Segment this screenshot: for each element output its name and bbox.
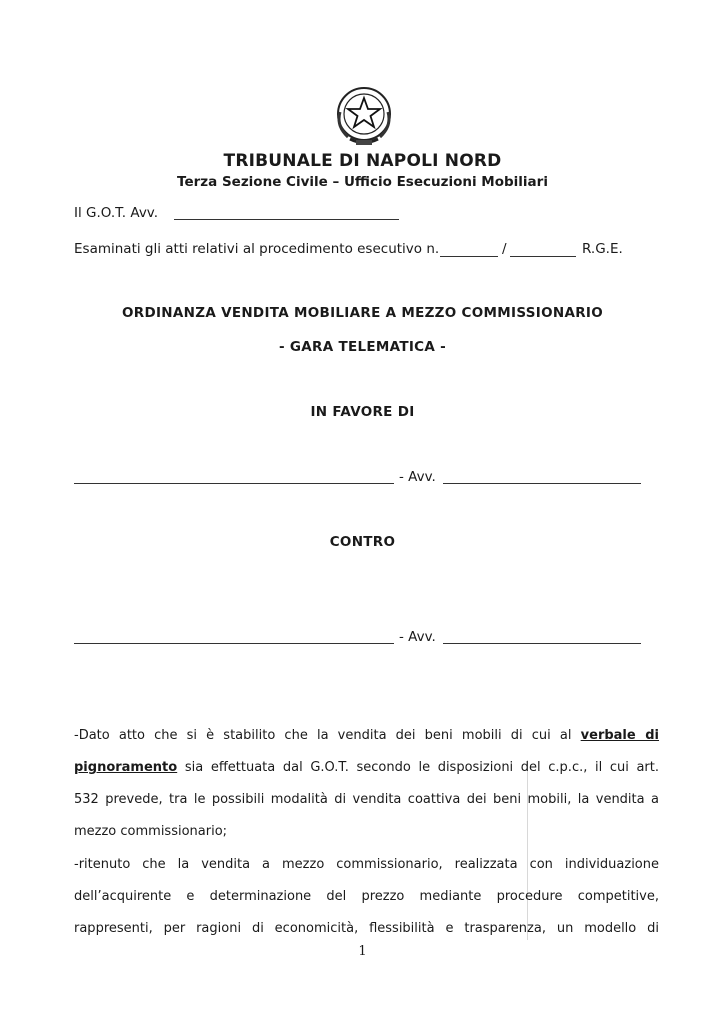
body-line-1-text: -Dato atto che si è stabilito che la vendita dei beni mobili di cui al	[74, 728, 572, 743]
ordinance-subtitle: - GARA TELEMATICA -	[278, 339, 447, 355]
got-label: Il G.O.T. Avv.	[74, 205, 159, 221]
contro-heading: CONTRO	[329, 534, 396, 550]
body-line-2-text: sia effettuata dal G.O.T. secondo le disposizioni del c.p.c., il cui art.	[184, 760, 659, 775]
creditor-blank-line	[74, 483, 394, 484]
court-name: TRIBUNALE DI NAPOLI NORD	[223, 151, 502, 171]
got-blank-line	[174, 219, 399, 220]
procedure-separator: /	[502, 241, 507, 257]
italian-republic-emblem-icon	[330, 82, 398, 150]
procedure-year-blank	[510, 256, 576, 257]
esaminati-text: Esaminati gli atti relativi al procedimento esecutivo n.	[74, 241, 440, 257]
verbale-link-text: verbale di	[580, 728, 660, 743]
procedure-number-blank	[440, 256, 498, 257]
ordinance-title: ORDINANZA VENDITA MOBILIARE A MEZZO COMMISSIONARIO	[121, 305, 603, 321]
body-line-2	[74, 752, 659, 785]
page-number: 1	[358, 944, 367, 959]
court-section: Terza Sezione Civile – Ufficio Esecuzioni Mobiliari	[177, 174, 548, 190]
body-line-3: 532 prevede, tra le possibili modalità di vendita coattiva dei beni mobili, la vendita a	[74, 792, 659, 807]
creditor-avv-label: - Avv.	[399, 469, 436, 485]
rge-label: R.G.E.	[582, 241, 623, 257]
body-line-7: rappresenti, per ragioni di economicità, flessibilità e trasparenza, un modello di	[74, 921, 659, 936]
body-line-6: dell’acquirente e determinazione del prezzo mediante procedure competitive,	[74, 889, 659, 904]
debtor-avv-blank-line	[443, 643, 641, 644]
debtor-avv-label: - Avv.	[399, 629, 436, 645]
body-line-5: -ritenuto che la vendita a mezzo commissionario, realizzata con individuazione	[74, 857, 659, 872]
debtor-blank-line	[74, 643, 394, 644]
body-line-1	[74, 720, 659, 753]
body-line-4: mezzo commissionario;	[74, 824, 228, 839]
pignoramento-text: pignoramento	[74, 760, 178, 775]
in-favore-heading: IN FAVORE DI	[310, 404, 415, 420]
creditor-avv-blank-line	[443, 483, 641, 484]
